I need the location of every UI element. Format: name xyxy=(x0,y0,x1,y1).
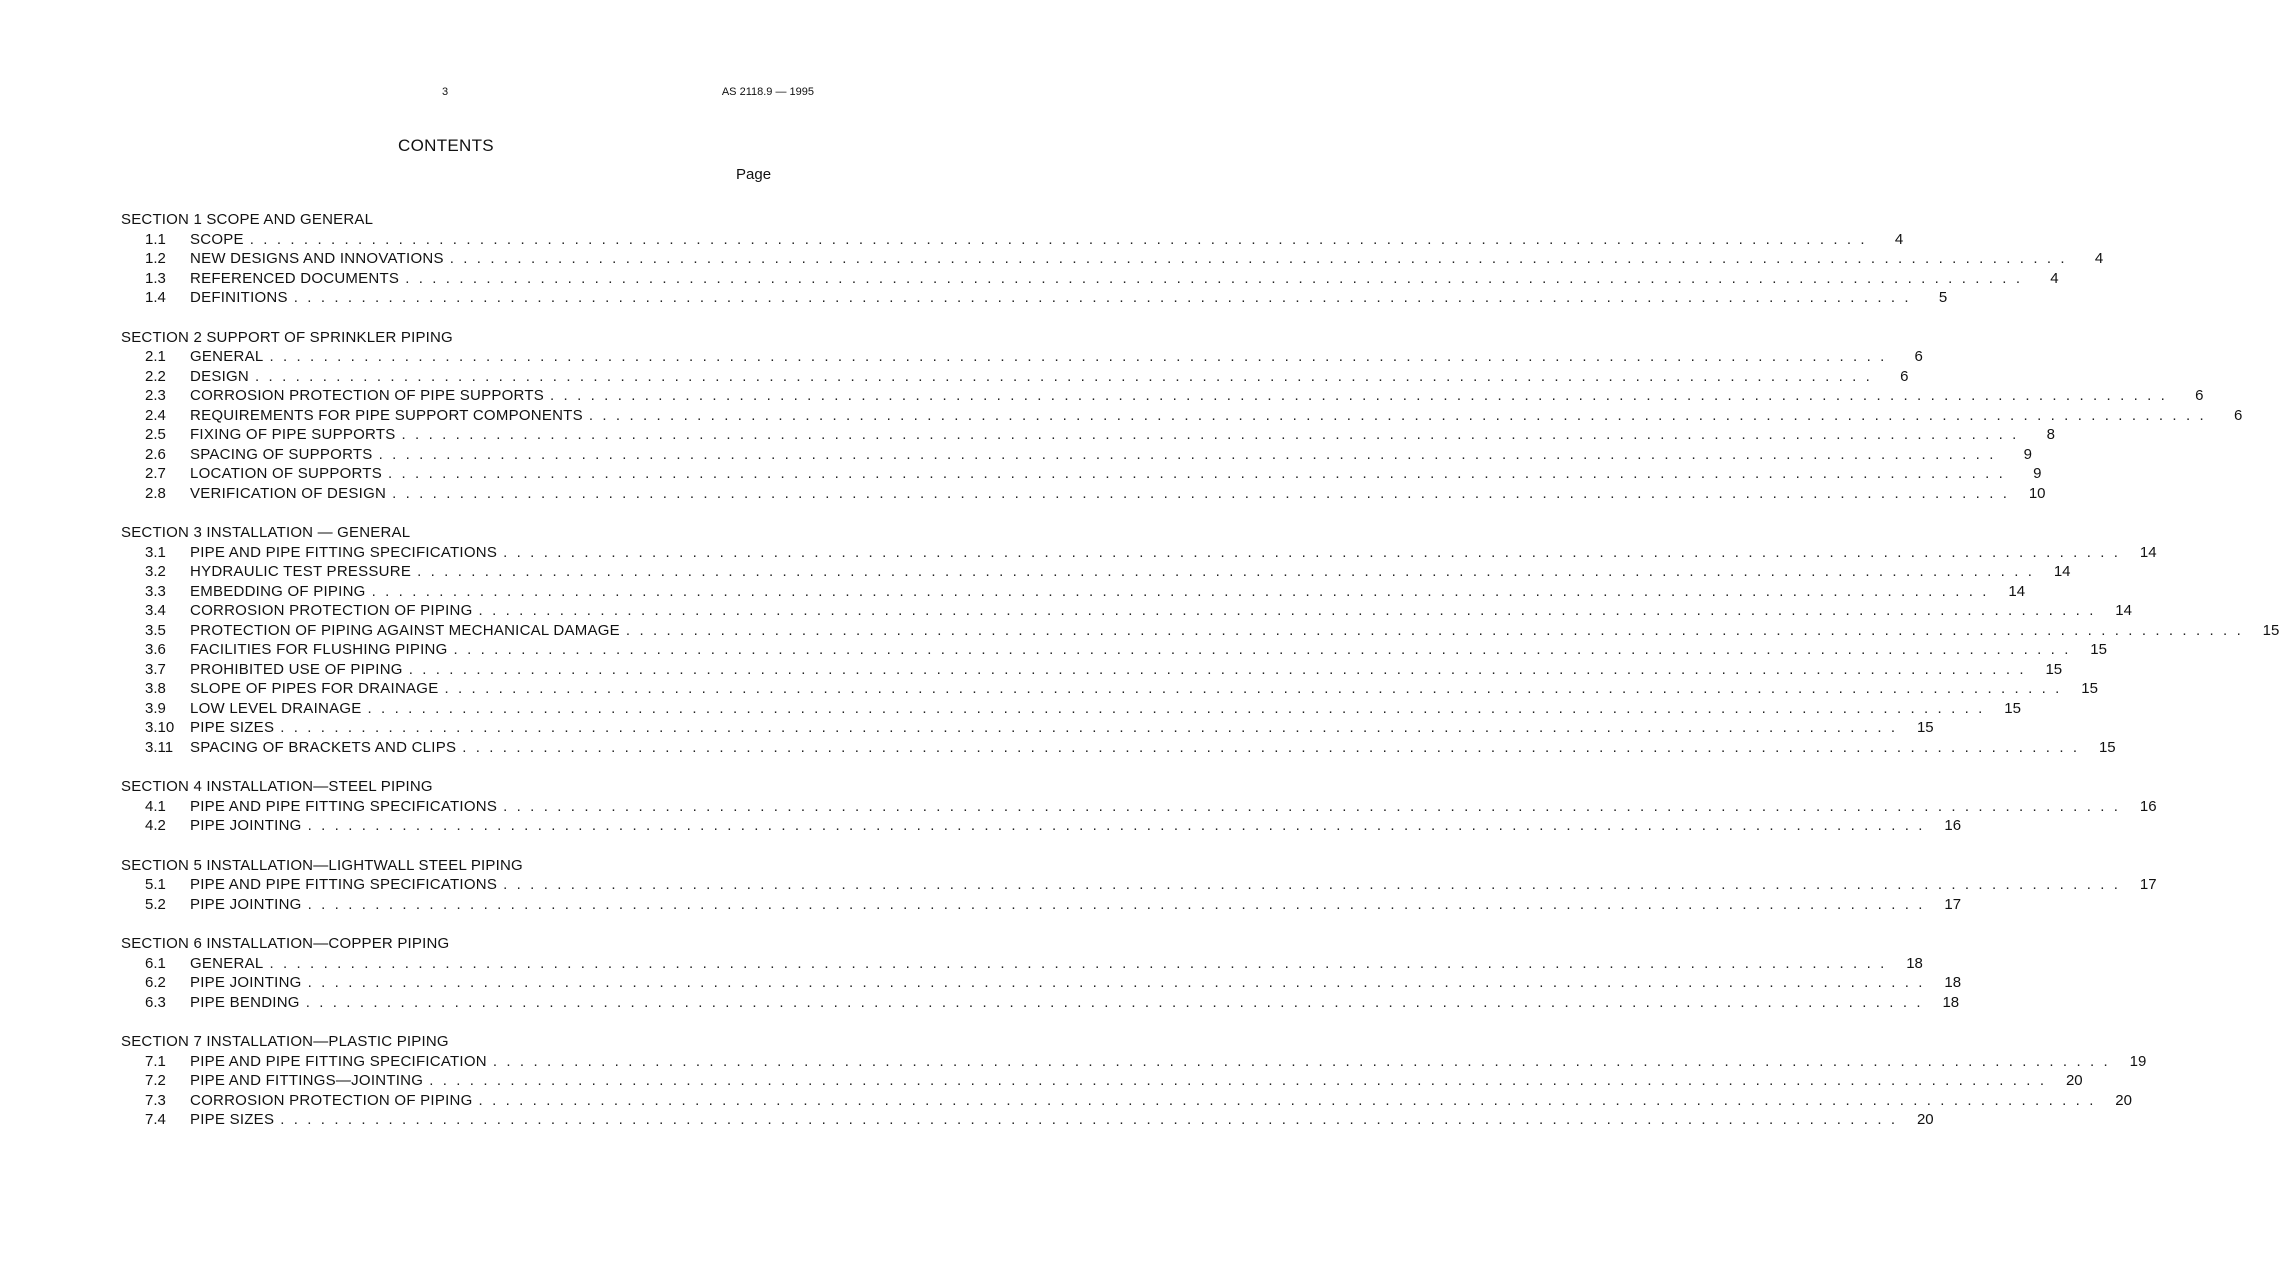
entry-page-number: 18 xyxy=(1906,954,1923,972)
entry-number: 3.2 xyxy=(145,563,166,580)
entry-title: GENERAL xyxy=(190,954,264,972)
dot-leader: . . . . . . . . . . . . . . . . . . . . . . . . . . . . . . . . . . . . . . . . . . . . . . . . . . . . . . . . . . . . . . . . . . . . . . . . . . . . . . . . . . . . . . . . . . . . . . . . . . . . . . . . . . . . . . . . . . . . . . . . xyxy=(453,641,2071,658)
entry-number: 7.3 xyxy=(145,1091,166,1109)
toc-section xyxy=(121,777,2157,836)
entry-page-number: 8 xyxy=(2046,426,2055,443)
section-heading: SECTION 6 INSTALLATION—COPPER PIPING xyxy=(121,935,450,952)
toc-entry xyxy=(121,718,1934,738)
entry-page-number: 6 xyxy=(2195,387,2204,404)
entry-number: 3.7 xyxy=(145,660,166,678)
entry-page-number: 16 xyxy=(1944,817,1962,834)
entry-page-number: 15 xyxy=(2090,641,2107,658)
entry-page-number: 9 xyxy=(2023,445,2032,463)
entry-title: PIPE JOINTING xyxy=(190,817,302,834)
toc-entry xyxy=(121,973,1962,993)
dot-leader: . . . . . . . . . . . . . . . . . . . . . . . . . . . . . . . . . . . . . . . . . . . . . . . . . . . . . . . . . . . . . . . . . . . . . . . . . . . . . . . . . . . . . . . . . . . . . . . . . . . . . . . . . . . . . . . . . . . . . . . . xyxy=(255,367,1873,385)
dot-leader: . . . . . . . . . . . . . . . . . . . . . . . . . . . . . . . . . . . . . . . . . . . . . . . . . . . . . . . . . . . . . . . . . . . . . . . . . . . . . . . . . . . . . . . . . . . . . . . . . . . . . . . . . . . . . . . . . . . . . . . . xyxy=(478,1091,2096,1109)
section-heading: SECTION 2 SUPPORT OF SPRINKLER PIPING xyxy=(121,328,453,346)
dot-leader: . . . . . . . . . . . . . . . . . . . . . . . . . . . . . . . . . . . . . . . . . . . . . . . . . . . . . . . . . . . . . . . . . . . . . . . . . . . . . . . . . . . . . . . . . . . . . . . . . . . . . . . . . . . . . . . . . . . . . . . . xyxy=(588,406,2207,424)
dot-leader: . . . . . . . . . . . . . . . . . . . . . . . . . . . . . . . . . . . . . . . . . . . . . . . . . . . . . . . . . . . . . . . . . . . . . . . . . . . . . . . . . . . . . . . . . . . . . . . . . . . . . . . . . . . . . . . . . . . . . . . . xyxy=(417,563,2035,580)
dot-leader: . . . . . . . . . . . . . . . . . . . . . . . . . . . . . . . . . . . . . . . . . . . . . . . . . . . . . . . . . . . . . . . . . . . . . . . . . . . . . . . . . . . . . . . . . . . . . . . . . . . . . . . . . . . . . . . . . . . . . . . . xyxy=(269,348,1887,365)
table-of-contents xyxy=(121,210,2280,1150)
dot-leader: . . . . . . . . . . . . . . . . . . . . . . . . . . . . . . . . . . . . . . . . . . . . . . . . . . . . . . . . . . . . . . . . . . . . . . . . . . . . . . . . . . . . . . . . . . . . . . . . . . . . . . . . . . . . . . . . . . . . . . . . xyxy=(307,974,1926,991)
entry-title: PIPE AND FITTINGS—JOINTING xyxy=(190,1072,424,1089)
entry-page-number: 17 xyxy=(2139,876,2157,893)
entry-page-number: 5 xyxy=(1938,289,1948,306)
entry-page-number: 20 xyxy=(2065,1072,2083,1089)
dot-leader: . . . . . . . . . . . . . . . . . . . . . . . . . . . . . . . . . . . . . . . . . . . . . . . . . . . . . . . . . . . . . . . . . . . . . . . . . . . . . . . . . . . . . . . . . . . . . . . . . . . . . . . . . . . . . . . . . . . . . . . . xyxy=(371,582,1990,600)
dot-leader: . . . . . . . . . . . . . . . . . . . . . . . . . . . . . . . . . . . . . . . . . . . . . . . . . . . . . . . . . . . . . . . . . . . . . . . . . . . . . . . . . . . . . . . . . . . . . . . . . . . . . . . . . . . . . . . . . . . . . . . . xyxy=(387,465,2006,482)
entry-page-number: 18 xyxy=(1944,974,1962,991)
entry-title: PIPE SIZES xyxy=(190,719,275,736)
entry-title: SCOPE xyxy=(190,230,244,248)
entry-title: LOW LEVEL DRAINAGE xyxy=(190,699,362,717)
entry-page-number: 15 xyxy=(2081,680,2098,697)
toc-entry xyxy=(121,660,2063,680)
entry-title: CORROSION PROTECTION OF PIPING xyxy=(190,602,473,619)
toc-entry xyxy=(121,993,1960,1013)
entry-page-number: 19 xyxy=(2129,1052,2147,1070)
entry-number: 6.1 xyxy=(145,954,166,972)
dot-leader: . . . . . . . . . . . . . . . . . . . . . . . . . . . . . . . . . . . . . . . . . . . . . . . . . . . . . . . . . . . . . . . . . . . . . . . . . . . . . . . . . . . . . . . . . . . . . . . . . . . . . . . . . . . . . . . . . . . . . . . . xyxy=(269,954,1887,972)
entry-title: EMBEDDING OF PIPING xyxy=(190,582,366,600)
toc-section xyxy=(121,210,2104,308)
toc-entry xyxy=(121,621,2280,641)
dot-leader: . . . . . . . . . . . . . . . . . . . . . . . . . . . . . . . . . . . . . . . . . . . . . . . . . . . . . . . . . . . . . . . . . . . . . . . . . . . . . . . . . . . . . . . . . . . . . . . . . . . . . . . . . . . . . . . . . . . . . . . . xyxy=(280,1111,1898,1128)
entry-number: 1.4 xyxy=(145,289,166,306)
toc-entry xyxy=(121,582,2026,602)
dot-leader: . . . . . . . . . . . . . . . . . . . . . . . . . . . . . . . . . . . . . . . . . . . . . . . . . . . . . . . . . . . . . . . . . . . . . . . . . . . . . . . . . . . . . . . . . . . . . . . . . . . . . . . . . . . . . . . . . . . . . . . . xyxy=(462,738,2080,756)
dot-leader: . . . . . . . . . . . . . . . . . . . . . . . . . . . . . . . . . . . . . . . . . . . . . . . . . . . . . . . . . . . . . . . . . . . . . . . . . . . . . . . . . . . . . . . . . . . . . . . . . . . . . . . . . . . . . . . . . . . . . . . . xyxy=(625,621,2244,639)
toc-entry xyxy=(121,1071,2083,1091)
toc-entry xyxy=(121,1091,2132,1111)
entry-title: FIXING OF PIPE SUPPORTS xyxy=(190,426,396,443)
dot-leader: . . . . . . . . . . . . . . . . . . . . . . . . . . . . . . . . . . . . . . . . . . . . . . . . . . . . . . . . . . . . . . . . . . . . . . . . . . . . . . . . . . . . . . . . . . . . . . . . . . . . . . . . . . . . . . . . . . . . . . . . xyxy=(503,797,2121,815)
entry-title: FACILITIES FOR FLUSHING PIPING xyxy=(190,641,448,658)
entry-title: REQUIREMENTS FOR PIPE SUPPORT COMPONENTS xyxy=(190,406,583,424)
dot-leader: . . . . . . . . . . . . . . . . . . . . . . . . . . . . . . . . . . . . . . . . . . . . . . . . . . . . . . . . . . . . . . . . . . . . . . . . . . . . . . . . . . . . . . . . . . . . . . . . . . . . . . . . . . . . . . . . . . . . . . . . xyxy=(550,387,2168,404)
entry-number: 5.1 xyxy=(145,876,166,893)
entry-number: 7.1 xyxy=(145,1052,166,1070)
entry-number: 5.2 xyxy=(145,895,166,913)
toc-entry xyxy=(121,895,1962,915)
page-header xyxy=(0,86,892,102)
toc-entry xyxy=(121,464,2042,484)
section-heading: SECTION 5 INSTALLATION—LIGHTWALL STEEL PIPING xyxy=(121,856,523,874)
standard-reference: AS 2118.9 — 1995 xyxy=(721,86,814,98)
entry-page-number: 4 xyxy=(2094,250,2104,267)
dot-leader: . . . . . . . . . . . . . . . . . . . . . . . . . . . . . . . . . . . . . . . . . . . . . . . . . . . . . . . . . . . . . . . . . . . . . . . . . . . . . . . . . . . . . . . . . . . . . . . . . . . . . . . . . . . . . . . . . . . . . . . . xyxy=(429,1072,2047,1089)
entry-page-number: 14 xyxy=(2139,543,2157,561)
entry-number: 2.6 xyxy=(145,445,166,463)
toc-entry xyxy=(121,367,1909,387)
entry-page-number: 6 xyxy=(1900,367,1909,385)
toc-entry xyxy=(121,386,2204,406)
entry-title: PIPE JOINTING xyxy=(190,974,302,991)
section-heading: SECTION 3 INSTALLATION — GENERAL xyxy=(121,524,411,541)
toc-entry xyxy=(121,249,2104,269)
entry-title: PIPE AND PIPE FITTING SPECIFICATION xyxy=(190,1052,487,1070)
dot-leader: . . . . . . . . . . . . . . . . . . . . . . . . . . . . . . . . . . . . . . . . . . . . . . . . . . . . . . . . . . . . . . . . . . . . . . . . . . . . . . . . . . . . . . . . . . . . . . . . . . . . . . . . . . . . . . . . . . . . . . . . xyxy=(492,1052,2111,1070)
entry-title: DESIGN xyxy=(190,367,250,385)
dot-leader: . . . . . . . . . . . . . . . . . . . . . . . . . . . . . . . . . . . . . . . . . . . . . . . . . . . . . . . . . . . . . . . . . . . . . . . . . . . . . . . . . . . . . . . . . . . . . . . . . . . . . . . . . . . . . . . . . . . . . . . . xyxy=(305,993,1924,1011)
entry-title: HYDRAULIC TEST PRESSURE xyxy=(190,563,412,580)
toc-entry xyxy=(121,1052,2147,1072)
toc-entry xyxy=(121,640,2107,660)
toc-entry xyxy=(121,347,1923,367)
entry-title: VERIFICATION OF DESIGN xyxy=(190,484,387,502)
dot-leader: . . . . . . . . . . . . . . . . . . . . . . . . . . . . . . . . . . . . . . . . . . . . . . . . . . . . . . . . . . . . . . . . . . . . . . . . . . . . . . . . . . . . . . . . . . . . . . . . . . . . . . . . . . . . . . . . . . . . . . . . xyxy=(307,817,1926,834)
toc-entry xyxy=(121,484,2046,504)
toc-entry xyxy=(121,875,2157,895)
toc-entry xyxy=(121,425,2055,445)
toc-entry xyxy=(121,230,1904,250)
toc-entry xyxy=(121,1110,1934,1130)
entry-number: 3.4 xyxy=(145,602,166,619)
toc-section xyxy=(121,856,2157,915)
entry-number: 6.3 xyxy=(145,993,166,1011)
entry-page-number: 4 xyxy=(1894,230,1904,248)
entry-page-number: 14 xyxy=(2115,602,2132,619)
dot-leader: . . . . . . . . . . . . . . . . . . . . . . . . . . . . . . . . . . . . . . . . . . . . . . . . . . . . . . . . . . . . . . . . . . . . . . . . . . . . . . . . . . . . . . . . . . . . . . . . . . . . . . . . . . . . . . . . . . . . . . . . xyxy=(478,602,2096,619)
entry-number: 4.1 xyxy=(145,797,166,815)
entry-number: 2.2 xyxy=(145,367,166,385)
entry-title: SPACING OF SUPPORTS xyxy=(190,445,373,463)
entry-title: PIPE AND PIPE FITTING SPECIFICATIONS xyxy=(190,876,498,893)
entry-title: DEFINITIONS xyxy=(190,289,288,306)
entry-page-number: 6 xyxy=(1914,348,1923,365)
toc-entry xyxy=(121,738,2116,758)
dot-leader: . . . . . . . . . . . . . . . . . . . . . . . . . . . . . . . . . . . . . . . . . . . . . . . . . . . . . . . . . . . . . . . . . . . . . . . . . . . . . . . . . . . . . . . . . . . . . . . . . . . . . . . . . . . . . . . . . . . . . . . . xyxy=(367,699,1985,717)
toc-entry xyxy=(121,954,1923,974)
entry-page-number: 15 xyxy=(2098,738,2116,756)
toc-entry xyxy=(121,797,2157,817)
toc-section xyxy=(121,328,2243,504)
entry-title: PIPE BENDING xyxy=(190,993,300,1011)
entry-title: CORROSION PROTECTION OF PIPING xyxy=(190,1091,473,1109)
entry-page-number: 4 xyxy=(2050,269,2059,287)
entry-page-number: 14 xyxy=(2053,563,2071,580)
entry-number: 4.2 xyxy=(145,817,166,834)
entry-page-number: 15 xyxy=(2262,621,2280,639)
entry-title: PROTECTION OF PIPING AGAINST MECHANICAL DAMAGE xyxy=(190,621,620,639)
page-number: 3 xyxy=(442,86,449,98)
entry-number: 6.2 xyxy=(145,974,166,991)
entry-number: 3.3 xyxy=(145,582,166,600)
section-heading: SECTION 1 SCOPE AND GENERAL xyxy=(121,211,374,228)
dot-leader: . . . . . . . . . . . . . . . . . . . . . . . . . . . . . . . . . . . . . . . . . . . . . . . . . . . . . . . . . . . . . . . . . . . . . . . . . . . . . . . . . . . . . . . . . . . . . . . . . . . . . . . . . . . . . . . . . . . . . . . . xyxy=(449,250,2068,267)
section-heading: SECTION 7 INSTALLATION—PLASTIC PIPING xyxy=(121,1033,449,1050)
toc-entry xyxy=(121,699,2021,719)
entry-title: PIPE JOINTING xyxy=(190,895,302,913)
toc-section xyxy=(121,523,2280,757)
dot-leader: . . . . . . . . . . . . . . . . . . . . . . . . . . . . . . . . . . . . . . . . . . . . . . . . . . . . . . . . . . . . . . . . . . . . . . . . . . . . . . . . . . . . . . . . . . . . . . . . . . . . . . . . . . . . . . . . . . . . . . . . xyxy=(392,484,2010,502)
entry-title: SPACING OF BRACKETS AND CLIPS xyxy=(190,738,457,756)
entry-page-number: 6 xyxy=(2233,406,2243,424)
entry-title: PROHIBITED USE OF PIPING xyxy=(190,660,403,678)
toc-entry xyxy=(121,679,2098,699)
entry-page-number: 15 xyxy=(1916,719,1934,736)
entry-number: 3.5 xyxy=(145,621,166,639)
toc-entry xyxy=(121,543,2157,563)
entry-number: 3.9 xyxy=(145,699,166,717)
dot-leader: . . . . . . . . . . . . . . . . . . . . . . . . . . . . . . . . . . . . . . . . . . . . . . . . . . . . . . . . . . . . . . . . . . . . . . . . . . . . . . . . . . . . . . . . . . . . . . . . . . . . . . . . . . . . . . . . . . . . . . . . xyxy=(280,719,1898,736)
toc-section xyxy=(121,1032,2147,1130)
entry-page-number: 18 xyxy=(1942,993,1960,1011)
entry-title: PIPE AND PIPE FITTING SPECIFICATIONS xyxy=(190,797,498,815)
entry-page-number: 17 xyxy=(1944,895,1962,913)
entry-number: 3.10 xyxy=(145,719,175,736)
dot-leader: . . . . . . . . . . . . . . . . . . . . . . . . . . . . . . . . . . . . . . . . . . . . . . . . . . . . . . . . . . . . . . . . . . . . . . . . . . . . . . . . . . . . . . . . . . . . . . . . . . . . . . . . . . . . . . . . . . . . . . . . xyxy=(503,543,2121,561)
entry-page-number: 15 xyxy=(2045,660,2063,678)
entry-number: 2.3 xyxy=(145,387,166,404)
entry-number: 2.8 xyxy=(145,484,166,502)
toc-section xyxy=(121,934,1962,1012)
entry-number: 2.4 xyxy=(145,406,166,424)
entry-title: LOCATION OF SUPPORTS xyxy=(190,465,382,482)
entry-number: 7.2 xyxy=(145,1072,166,1089)
toc-entry xyxy=(121,288,1948,308)
entry-number: 3.6 xyxy=(145,641,166,658)
entry-title: NEW DESIGNS AND INNOVATIONS xyxy=(190,250,444,267)
dot-leader: . . . . . . . . . . . . . . . . . . . . . . . . . . . . . . . . . . . . . . . . . . . . . . . . . . . . . . . . . . . . . . . . . . . . . . . . . . . . . . . . . . . . . . . . . . . . . . . . . . . . . . . . . . . . . . . . . . . . . . . . xyxy=(293,289,1912,306)
entry-number: 1.1 xyxy=(145,230,166,248)
page-column-label: Page xyxy=(736,166,772,183)
entry-number: 2.7 xyxy=(145,465,166,482)
entry-title: PIPE AND PIPE FITTING SPECIFICATIONS xyxy=(190,543,498,561)
entry-title: CORROSION PROTECTION OF PIPE SUPPORTS xyxy=(190,387,545,404)
dot-leader: . . . . . . . . . . . . . . . . . . . . . . . . . . . . . . . . . . . . . . . . . . . . . . . . . . . . . . . . . . . . . . . . . . . . . . . . . . . . . . . . . . . . . . . . . . . . . . . . . . . . . . . . . . . . . . . . . . . . . . . . xyxy=(408,660,2027,678)
dot-leader: . . . . . . . . . . . . . . . . . . . . . . . . . . . . . . . . . . . . . . . . . . . . . . . . . . . . . . . . . . . . . . . . . . . . . . . . . . . . . . . . . . . . . . . . . . . . . . . . . . . . . . . . . . . . . . . . . . . . . . . . xyxy=(503,876,2121,893)
entry-title: SLOPE OF PIPES FOR DRAINAGE xyxy=(190,680,439,697)
entry-number: 3.1 xyxy=(145,543,166,561)
dot-leader: . . . . . . . . . . . . . . . . . . . . . . . . . . . . . . . . . . . . . . . . . . . . . . . . . . . . . . . . . . . . . . . . . . . . . . . . . . . . . . . . . . . . . . . . . . . . . . . . . . . . . . . . . . . . . . . . . . . . . . . . xyxy=(378,445,1996,463)
entry-number: 2.5 xyxy=(145,426,166,443)
entry-number: 3.8 xyxy=(145,680,166,697)
entry-number: 3.11 xyxy=(145,738,174,756)
dot-leader: . . . . . . . . . . . . . . . . . . . . . . . . . . . . . . . . . . . . . . . . . . . . . . . . . . . . . . . . . . . . . . . . . . . . . . . . . . . . . . . . . . . . . . . . . . . . . . . . . . . . . . . . . . . . . . . . . . . . . . . . xyxy=(307,895,1926,913)
entry-title: PIPE SIZES xyxy=(190,1111,275,1128)
entry-number: 7.4 xyxy=(145,1111,166,1128)
dot-leader: . . . . . . . . . . . . . . . . . . . . . . . . . . . . . . . . . . . . . . . . . . . . . . . . . . . . . . . . . . . . . . . . . . . . . . . . . . . . . . . . . . . . . . . . . . . . . . . . . . . . . . . . . . . . . . . . . . . . . . . . xyxy=(249,230,1868,248)
entry-title: REFERENCED DOCUMENTS xyxy=(190,269,400,287)
entry-page-number: 10 xyxy=(2028,484,2046,502)
entry-page-number: 15 xyxy=(2004,699,2021,717)
dot-leader: . . . . . . . . . . . . . . . . . . . . . . . . . . . . . . . . . . . . . . . . . . . . . . . . . . . . . . . . . . . . . . . . . . . . . . . . . . . . . . . . . . . . . . . . . . . . . . . . . . . . . . . . . . . . . . . . . . . . . . . . xyxy=(405,269,2023,287)
dot-leader: . . . . . . . . . . . . . . . . . . . . . . . . . . . . . . . . . . . . . . . . . . . . . . . . . . . . . . . . . . . . . . . . . . . . . . . . . . . . . . . . . . . . . . . . . . . . . . . . . . . . . . . . . . . . . . . . . . . . . . . . xyxy=(444,680,2062,697)
contents-title: CONTENTS xyxy=(398,136,494,155)
toc-entry xyxy=(121,601,2132,621)
dot-leader: . . . . . . . . . . . . . . . . . . . . . . . . . . . . . . . . . . . . . . . . . . . . . . . . . . . . . . . . . . . . . . . . . . . . . . . . . . . . . . . . . . . . . . . . . . . . . . . . . . . . . . . . . . . . . . . . . . . . . . . . xyxy=(401,426,2019,443)
toc-entry xyxy=(121,562,2071,582)
entry-number: 2.1 xyxy=(145,348,166,365)
entry-page-number: 20 xyxy=(1916,1111,1934,1128)
entry-page-number: 14 xyxy=(2008,582,2026,600)
entry-number: 1.2 xyxy=(145,250,166,267)
toc-entry xyxy=(121,406,2243,426)
entry-page-number: 20 xyxy=(2115,1091,2132,1109)
section-heading: SECTION 4 INSTALLATION—STEEL PIPING xyxy=(121,778,433,795)
entry-page-number: 16 xyxy=(2139,797,2157,815)
toc-entry xyxy=(121,445,2032,465)
entry-page-number: 9 xyxy=(2033,465,2042,482)
toc-entry xyxy=(121,269,2059,289)
entry-number: 1.3 xyxy=(145,269,166,287)
toc-entry xyxy=(121,816,1962,836)
entry-title: GENERAL xyxy=(190,348,264,365)
